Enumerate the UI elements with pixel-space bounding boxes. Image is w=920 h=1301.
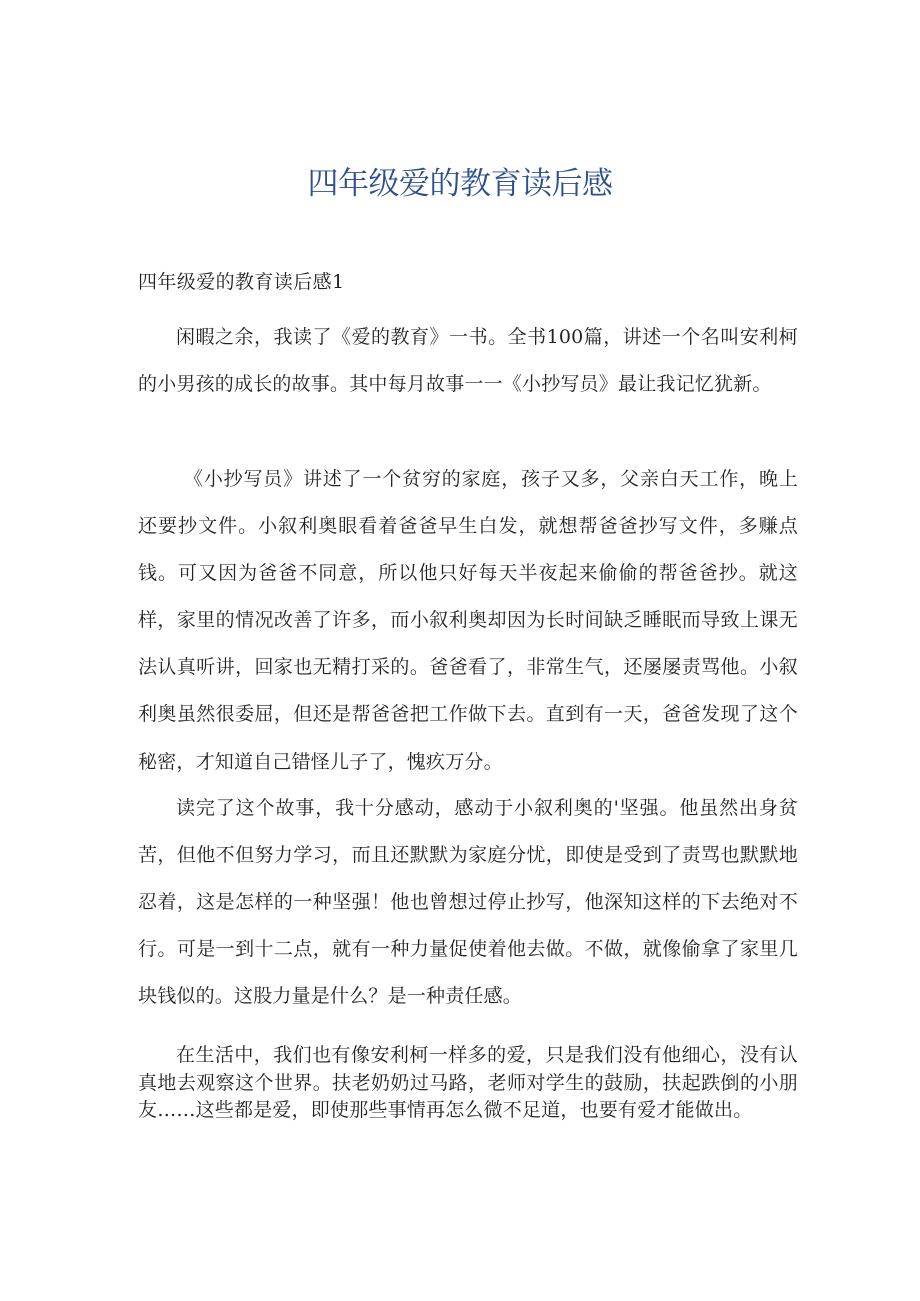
paragraph-2: 《小抄写员》讲述了一个贫穷的家庭，孩子又多，父亲白天工作，晚上还要抄文件。小叙利奥眼看着爸爸早生白发，就想帮爸爸抄写文件，多赚点钱。可又因为爸爸不同意，所以他只好每天半夜起来偷偷的帮爸爸抄。就这样，家里的情况改善了许多，而小叙利奥却因为长时间缺乏睡眠而导致上课无法认真听讲，回家也无精打采的。爸爸看了，非常生气，还屡屡责骂他。小叙利奥虽然很委屈，但还是帮爸爸把工作做下去。直到有一天，爸爸发现了这个秘密，才知道自己错怪儿子了，愧疚万分。	[138, 468, 798, 773]
paragraph-4: 在生活中，我们也有像安利柯一样多的爱，只是我们没有他细心，没有认真地去观察这个世界。扶老奶奶过马路，老师对学生的鼓励，扶起跌倒的小朋友……这些都是爱，即使那些事情再怎么微不足道，也要有爱才能做出。	[138, 1044, 798, 1121]
paragraph-1: 闲暇之余，我读了《爱的教育》一书。全书100篇，讲述一个名叫安利柯的小男孩的成长的故事。其中每月故事一一《小抄写员》最让我记忆犹新。	[138, 326, 798, 395]
paragraph-3: 读完了这个故事，我十分感动，感动于小叙利奥的'坚强。他虽然出身贫苦，但他不但努力学习，而且还默默为家庭分忧，即使是受到了责骂也默默地忍着，这是怎样的一种坚强！他也曾想过停止抄写，他深知这样的下去绝对不行。可是一到十二点，就有一种力量促使着他去做。不做，就像偷拿了家里几块钱似的。这股力量是什么？是一种责任感。	[138, 797, 798, 1007]
section-heading: 四年级爱的教育读后感1	[138, 271, 345, 293]
page-title: 四年级爱的教育读后感	[307, 166, 613, 202]
